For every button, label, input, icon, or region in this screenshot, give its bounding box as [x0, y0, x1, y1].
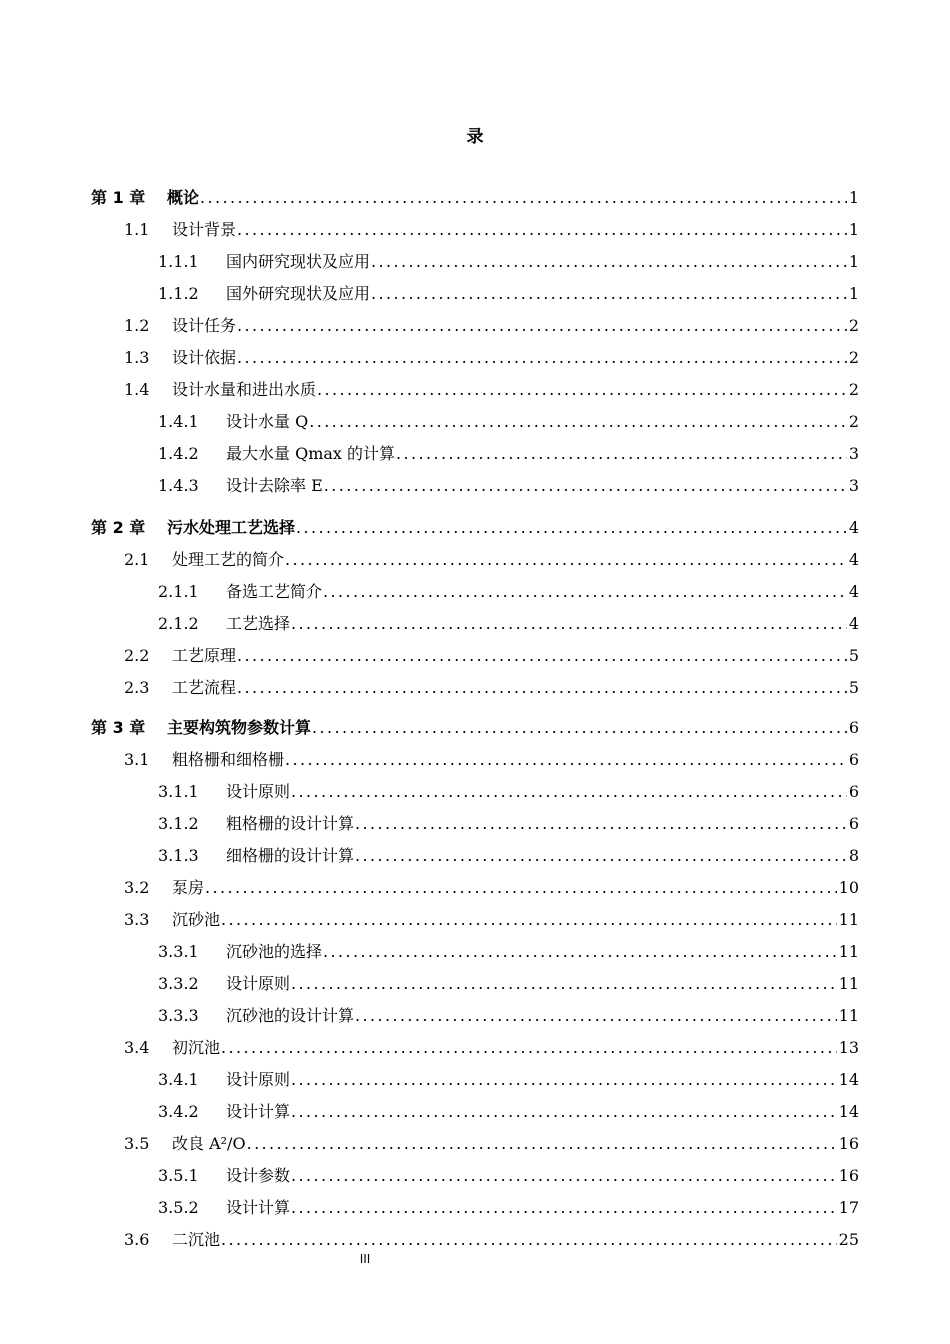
toc-entry-number: 2.2 [124, 646, 150, 665]
toc-entry[interactable] [0, 472, 950, 496]
toc-entry-page: 11 [838, 974, 859, 993]
toc-entry-page: 6 [848, 814, 859, 833]
toc-entry-label: 沉砂池的设计计算 [226, 1006, 355, 1025]
toc-entry-page: 11 [838, 1006, 859, 1025]
toc-entry-page: 2 [848, 380, 859, 399]
toc-entry[interactable] [0, 610, 950, 634]
toc-entry[interactable] [0, 906, 950, 930]
toc-dot-leader [247, 1134, 837, 1154]
toc-entry[interactable] [0, 1002, 950, 1026]
toc-entry-label: 处理工艺的简介 [172, 550, 285, 569]
toc-entry-label: 设计背景 [172, 220, 237, 239]
toc-entry[interactable] [0, 1226, 950, 1250]
toc-entry-number: 第 3 章 [91, 718, 146, 737]
toc-entry[interactable] [0, 1066, 950, 1090]
toc-entry[interactable] [0, 778, 950, 802]
toc-entry-label: 沉砂池 [172, 910, 221, 929]
toc-dot-leader [323, 582, 847, 602]
toc-entry[interactable] [0, 408, 950, 432]
toc-entry-number: 1.4.2 [158, 444, 199, 463]
toc-entry-number: 1.1.2 [158, 284, 199, 303]
toc-dot-leader [285, 750, 847, 770]
toc-entry-label: 备选工艺简介 [226, 582, 323, 601]
toc-entry-label: 设计原则 [226, 974, 291, 993]
toc-entry-label: 污水处理工艺选择 [167, 518, 296, 537]
toc-entry-page: 14 [838, 1102, 859, 1121]
toc-entry-label: 设计水量和进出水质 [172, 380, 317, 399]
toc-dot-leader [237, 348, 847, 368]
toc-entry-page: 5 [848, 646, 859, 665]
toc-entry-page: 16 [838, 1166, 859, 1185]
toc-entry-number: 3.1 [124, 750, 150, 769]
toc-entry-label: 设计计算 [226, 1198, 291, 1217]
toc-entry-page: 3 [848, 476, 859, 495]
toc-entry-number: 3.3.3 [158, 1006, 199, 1025]
toc-entry-number: 3.4.2 [158, 1102, 199, 1121]
toc-dot-leader [221, 1038, 837, 1058]
toc-entry-page: 4 [848, 550, 859, 569]
toc-entry[interactable] [0, 874, 950, 898]
toc-dot-leader [285, 550, 847, 570]
toc-dot-leader [291, 614, 847, 634]
toc-dot-leader [309, 412, 847, 432]
toc-entry-page: 5 [848, 678, 859, 697]
toc-entry-page: 10 [838, 878, 859, 897]
toc-dot-leader [291, 1198, 837, 1218]
toc-dot-leader [323, 942, 837, 962]
toc-entry-number: 1.1.1 [158, 252, 199, 271]
toc-entry[interactable] [0, 184, 950, 208]
toc-entry-label: 二沉池 [172, 1230, 221, 1249]
toc-dot-leader [291, 974, 837, 994]
toc-entry-page: 2 [848, 412, 859, 431]
toc-entry-number: 2.1.2 [158, 614, 199, 633]
toc-entry-label: 设计计算 [226, 1102, 291, 1121]
toc-dot-leader [291, 1166, 837, 1186]
toc-dot-leader [296, 518, 847, 538]
toc-entry-label: 最大水量 Qmax 的计算 [226, 444, 396, 463]
toc-dot-leader [291, 1102, 837, 1122]
toc-entry[interactable] [0, 1162, 950, 1186]
toc-entry-label: 主要构筑物参数计算 [167, 718, 312, 737]
toc-entry-number: 1.3 [124, 348, 150, 367]
toc-entry-page: 16 [838, 1134, 859, 1153]
toc-entry-label: 初沉池 [172, 1038, 221, 1057]
toc-entry-page: 2 [848, 316, 859, 335]
toc-entry-label: 概论 [167, 188, 200, 207]
toc-entry[interactable] [0, 376, 950, 400]
toc-entry-page: 11 [838, 942, 859, 961]
toc-dot-leader [291, 1070, 837, 1090]
toc-entry-label: 沉砂池的选择 [226, 942, 323, 961]
toc-entry-label: 设计水量 Q [226, 412, 309, 431]
toc-dot-leader [324, 476, 847, 496]
toc-entry-page: 1 [848, 284, 859, 303]
toc-entry-label: 设计参数 [226, 1166, 291, 1185]
toc-entry-number: 3.1.3 [158, 846, 199, 865]
toc-entry[interactable] [0, 312, 950, 336]
toc-entry-number: 第 2 章 [91, 518, 146, 537]
toc-dot-leader [291, 782, 847, 802]
toc-entry-page: 13 [838, 1038, 859, 1057]
toc-dot-leader [317, 380, 847, 400]
toc-entry-number: 3.5.1 [158, 1166, 199, 1185]
toc-entry-number: 3.6 [124, 1230, 150, 1249]
toc-dot-leader [371, 284, 847, 304]
toc-dot-leader [200, 188, 847, 208]
toc-dot-leader [221, 910, 837, 930]
toc-entry[interactable] [0, 514, 950, 538]
page-title: 录 [466, 127, 484, 147]
toc-entry-page: 1 [848, 188, 859, 207]
toc-entry-number: 3.1.2 [158, 814, 199, 833]
toc-entry-page: 3 [848, 444, 859, 463]
toc-entry[interactable] [0, 440, 950, 464]
toc-entry-page: 4 [848, 518, 859, 537]
toc-entry[interactable] [0, 216, 950, 240]
toc-entry[interactable] [0, 842, 950, 866]
toc-entry-page: 1 [848, 220, 859, 239]
toc-dot-leader [396, 444, 847, 464]
toc-entry[interactable] [0, 578, 950, 602]
toc-dot-leader [312, 718, 847, 738]
toc-entry-label: 细格栅的设计计算 [226, 846, 355, 865]
toc-entry-page: 6 [848, 782, 859, 801]
toc-entry[interactable] [0, 546, 950, 570]
toc-entry-number: 2.1 [124, 550, 150, 569]
toc-entry-number: 1.4.1 [158, 412, 199, 431]
toc-entry[interactable] [0, 674, 950, 698]
toc-entry-label: 设计原则 [226, 1070, 291, 1089]
toc-entry-label: 国外研究现状及应用 [226, 284, 371, 303]
toc-entry-number: 2.1.1 [158, 582, 199, 601]
toc-entry-number: 3.1.1 [158, 782, 199, 801]
toc-entry-page: 6 [848, 718, 859, 737]
toc-dot-leader [371, 252, 847, 272]
toc-entry[interactable] [0, 746, 950, 770]
toc-entry-label: 粗格栅的设计计算 [226, 814, 355, 833]
toc-entry[interactable] [0, 714, 950, 738]
toc-entry-label: 设计去除率 E [226, 476, 323, 495]
toc-entry[interactable] [0, 1034, 950, 1058]
toc-entry-number: 1.4.3 [158, 476, 199, 495]
toc-entry[interactable] [0, 280, 950, 304]
toc-entry-label: 设计原则 [226, 782, 291, 801]
toc-entry-number: 第 1 章 [91, 188, 146, 207]
toc-entry-label: 泵房 [172, 878, 205, 897]
toc-dot-leader [205, 878, 837, 898]
toc-entry-number: 2.3 [124, 678, 150, 697]
toc-entry[interactable] [0, 1194, 950, 1218]
toc-entry-page: 6 [848, 750, 859, 769]
toc-entry-label: 工艺原理 [172, 646, 237, 665]
toc-entry[interactable] [0, 344, 950, 368]
toc-dot-leader [355, 1006, 837, 1026]
toc-entry-number: 3.3 [124, 910, 150, 929]
page-number-footer: III [359, 1252, 371, 1266]
toc-dot-leader [237, 646, 847, 666]
toc-entry[interactable] [0, 1098, 950, 1122]
toc-entry-number: 3.3.2 [158, 974, 199, 993]
toc-entry[interactable] [0, 810, 950, 834]
toc-dot-leader [237, 678, 847, 698]
toc-entry-label: 国内研究现状及应用 [226, 252, 371, 271]
toc-entry-number: 3.4 [124, 1038, 150, 1057]
toc-entry[interactable] [0, 938, 950, 962]
toc-entry-page: 8 [848, 846, 859, 865]
toc-entry-number: 3.4.1 [158, 1070, 199, 1089]
toc-entry-page: 2 [848, 348, 859, 367]
toc-dot-leader [237, 316, 847, 336]
toc-entry-number: 3.5.2 [158, 1198, 199, 1217]
toc-entry-label: 设计依据 [172, 348, 237, 367]
toc-entry[interactable] [0, 642, 950, 666]
toc-entry-label: 工艺选择 [226, 614, 291, 633]
toc-entry[interactable] [0, 970, 950, 994]
toc-entry-number: 3.2 [124, 878, 150, 897]
toc-entry-page: 1 [848, 252, 859, 271]
toc-entry-number: 1.4 [124, 380, 150, 399]
toc-entry-label: 工艺流程 [172, 678, 237, 697]
toc-entry-label: 粗格栅和细格栅 [172, 750, 285, 769]
toc-dot-leader [221, 1230, 837, 1250]
toc-entry-number: 1.1 [124, 220, 150, 239]
toc-entry-page: 25 [838, 1230, 859, 1249]
toc-entry-label: 改良 A²/O [172, 1134, 246, 1153]
toc-entry-page: 17 [838, 1198, 859, 1217]
toc-entry-page: 11 [838, 910, 859, 929]
toc-entry-page: 14 [838, 1070, 859, 1089]
toc-entry-number: 3.5 [124, 1134, 150, 1153]
toc-entry-number: 3.3.1 [158, 942, 199, 961]
toc-entry-number: 1.2 [124, 316, 150, 335]
toc-dot-leader [355, 814, 847, 834]
toc-entry[interactable] [0, 248, 950, 272]
toc-dot-leader [355, 846, 847, 866]
toc-dot-leader [237, 220, 847, 240]
toc-entry[interactable] [0, 1130, 950, 1154]
toc-entry-page: 4 [848, 582, 859, 601]
toc-entry-page: 4 [848, 614, 859, 633]
toc-entry-label: 设计任务 [172, 316, 237, 335]
